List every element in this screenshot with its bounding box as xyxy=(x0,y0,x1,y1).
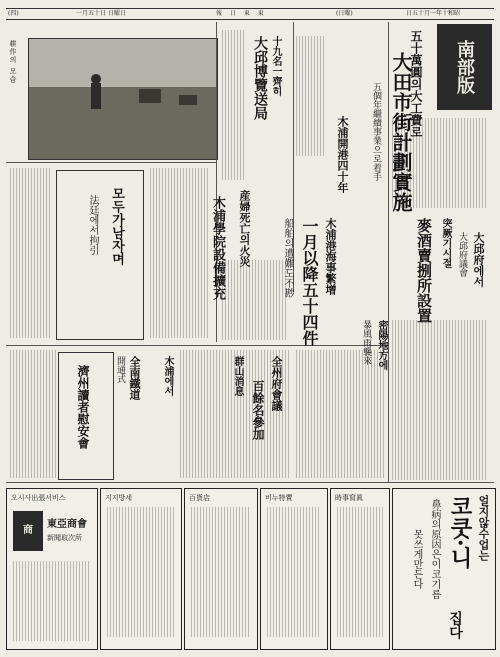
section-rule xyxy=(6,482,494,483)
headline-a10-main: 모두가남자며 xyxy=(109,187,124,265)
article-body xyxy=(222,30,244,180)
advertisement-col-1 xyxy=(100,488,182,650)
masthead-paper-name: 報 日 東 東 xyxy=(216,10,267,17)
ad-col-3-title: 비누特賣 xyxy=(265,494,293,502)
section-label: 南部版 xyxy=(437,24,492,110)
headline-a7-top: 大邱府에서 xyxy=(472,232,485,287)
headline-a8-main: 麥酒賣捌所設置 xyxy=(415,218,433,323)
ad-big-bottom: 못쓰게만든다 xyxy=(411,529,422,589)
advertisement-left xyxy=(6,488,98,650)
ad-left-logo: 商 xyxy=(13,511,43,551)
ad-col-4-title: 時事寫眞 xyxy=(335,494,363,502)
farm-photo xyxy=(28,38,218,160)
headline-a4-top: 木浦港海事繁增 xyxy=(324,218,337,295)
ad-big-top: 얼지않수업는 xyxy=(477,495,490,561)
headline-a4-sub: 船舶의遭難도不尠 xyxy=(282,218,293,298)
ad-left-body xyxy=(13,561,91,641)
headline-a11-top: 全南鐵道 xyxy=(128,356,141,400)
masthead-page-number: (四) xyxy=(8,10,19,17)
headline-a12: 濟州讀者慰安會 xyxy=(76,365,90,449)
headline-a1-main: 大田市街計劃實施 xyxy=(389,52,413,212)
masthead xyxy=(6,8,494,20)
headline-a10-sub: 法廷에서拘引 xyxy=(87,195,98,255)
masthead-day: (日曜) xyxy=(336,10,353,17)
ad-col-1-title: 지지방세 xyxy=(105,494,133,502)
ad-col-4-body xyxy=(337,507,383,637)
masthead-date-right: 日五十月一年十和昭 xyxy=(406,10,461,17)
ad-col-2-title: 百貨店 xyxy=(189,494,210,502)
advertisement-col-2 xyxy=(184,488,258,650)
article-body xyxy=(222,260,288,340)
ad-col-3-body xyxy=(267,507,321,637)
article-a10-box xyxy=(56,170,144,340)
farm-photo-figures xyxy=(29,39,217,159)
headline-a13: 木浦에서 xyxy=(162,356,173,396)
photo-caption: 耕作의 모습 xyxy=(9,40,17,84)
headline-a9-top: 密陽地方에 xyxy=(376,320,387,370)
headline-a6: 木浦學院設備擴充 xyxy=(210,196,225,300)
headline-a1-sub: 五個年繼續事業으로着手 xyxy=(371,82,381,181)
article-a12-box xyxy=(58,352,114,480)
article-body xyxy=(10,168,50,338)
masthead-date-left: 一月五十日 日曜日 xyxy=(76,10,126,17)
article-body xyxy=(392,320,488,480)
section-rule xyxy=(6,162,216,163)
headline-a9-sub: 暴風雨襲來 xyxy=(361,320,371,365)
headline-a5: 産婦死亡의火災 xyxy=(238,190,251,267)
ad-big-main: 코쿳·니 xyxy=(447,495,473,569)
article-body xyxy=(150,168,210,338)
ad-big-sub: 鼻病의原因은이코기름 xyxy=(429,499,440,599)
headline-a3: 木浦開港四十年 xyxy=(336,116,349,193)
advertisement-big xyxy=(392,488,496,650)
headline-a7-sub: 大邱府議會 xyxy=(457,232,467,277)
headline-a2-top: 十九名一齊히 xyxy=(270,36,281,96)
headline-a16: 群山消息 xyxy=(232,356,243,396)
headline-a14: 全州府會議 xyxy=(270,356,283,411)
section-rule xyxy=(6,345,388,346)
article-body xyxy=(296,350,384,478)
article-body xyxy=(10,350,58,478)
advertisement-col-4 xyxy=(330,488,390,650)
headline-a8-top: 突厥기시절 xyxy=(440,218,451,268)
ad-big-tail: 집다 xyxy=(447,611,463,639)
ad-col-2-body xyxy=(191,507,251,637)
headline-a11-sub: 開通式 xyxy=(115,356,125,383)
ad-left-brand: 東亞商會 xyxy=(47,519,87,530)
headline-a1-top: 五十萬圓의大工費로 xyxy=(409,30,423,138)
headline-a15: 百餘名參加 xyxy=(251,380,265,440)
article-body xyxy=(296,36,326,156)
advertisement-col-3 xyxy=(260,488,328,650)
headline-a2-main: 大邱博覽送局 xyxy=(252,36,268,120)
ad-left-tagline: 오시사出張서비스 xyxy=(11,494,66,502)
ad-col-1-body xyxy=(107,507,175,637)
headline-a4-main: 一月以降五十四件 xyxy=(300,218,319,346)
ad-left-sub: 新聞取次所 xyxy=(47,534,82,542)
